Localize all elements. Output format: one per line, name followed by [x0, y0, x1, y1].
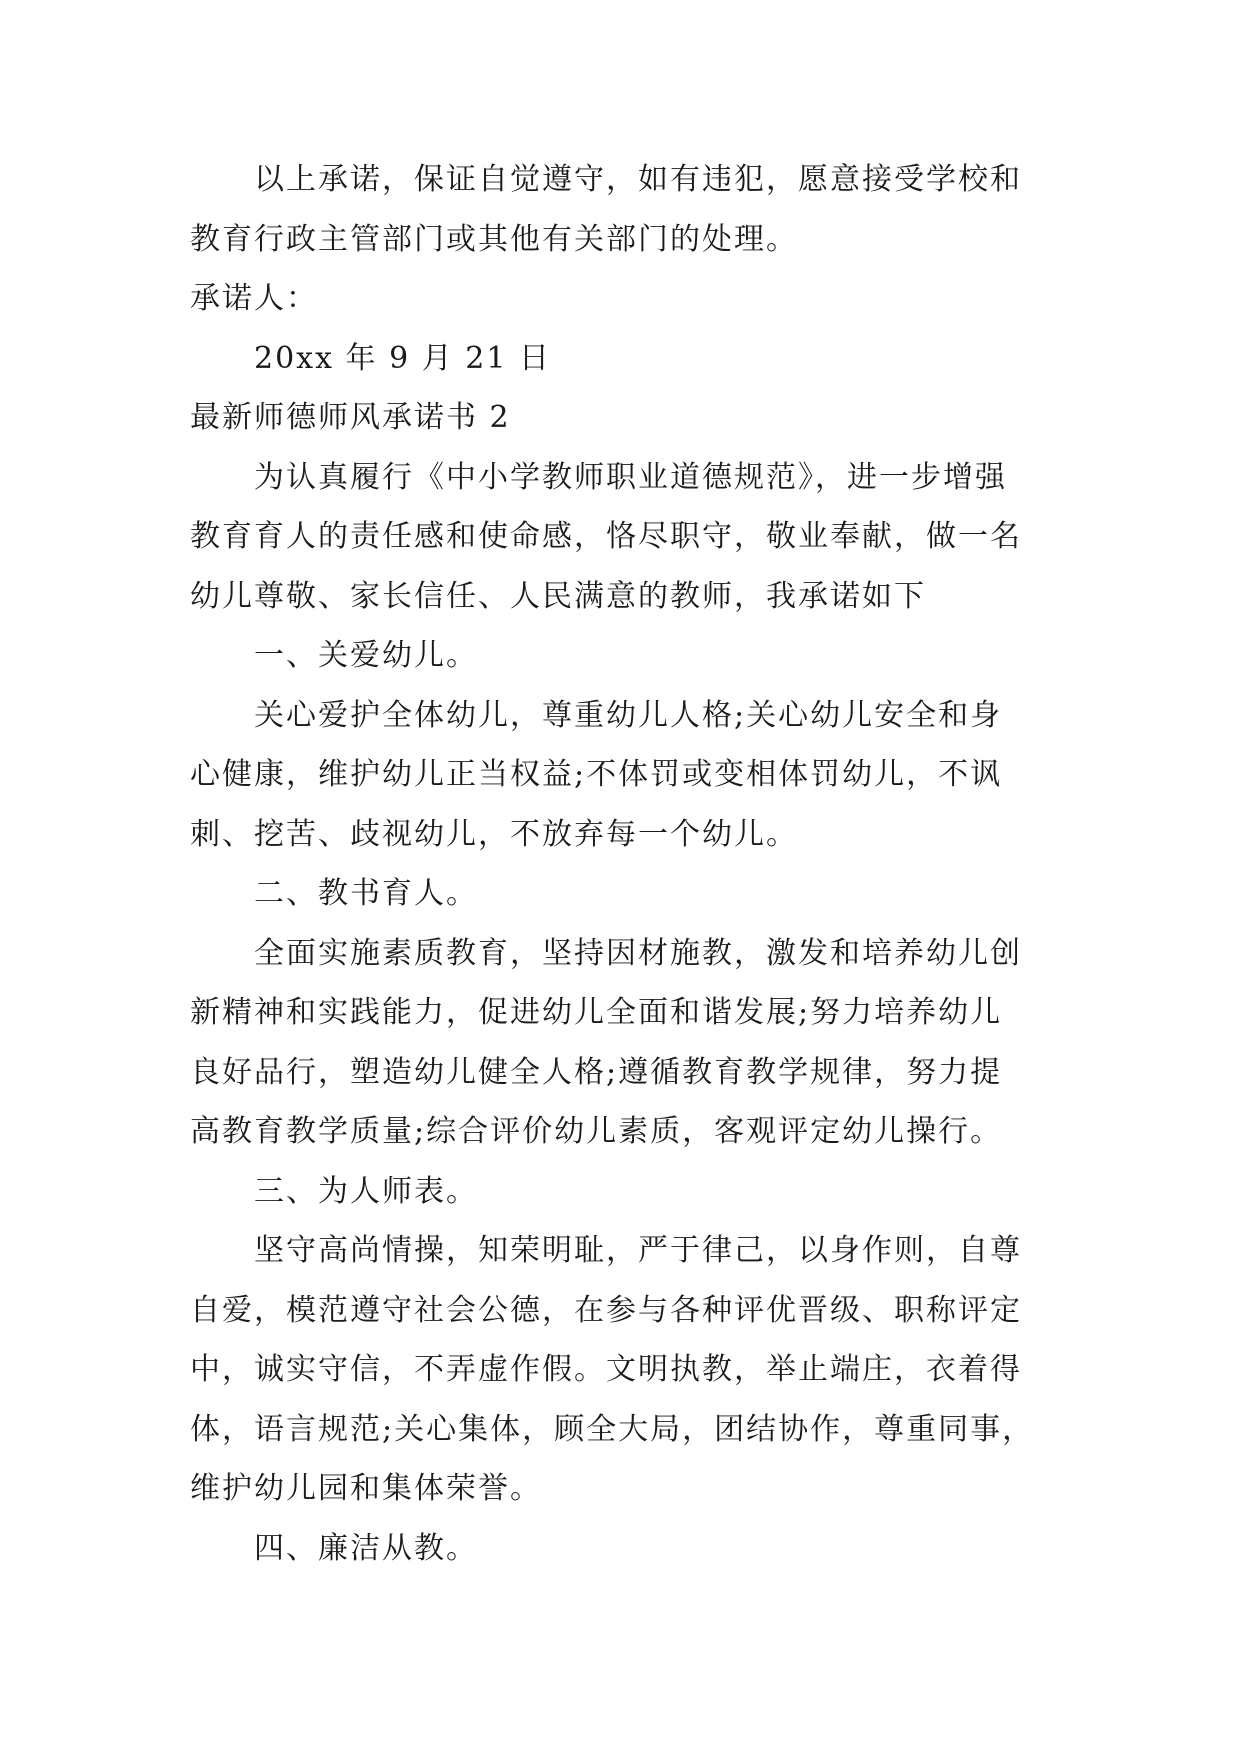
- paragraph-line: 教育行政主管部门或其他有关部门的处理。: [190, 221, 798, 257]
- paragraph-line: 高教育教学质量;综合评价幼儿素质，客观评定幼儿操行。: [190, 1114, 1003, 1149]
- paragraph-line: 幼儿尊敬、家长信任、人民满意的教师，我承诺如下: [190, 578, 926, 614]
- heading-care-for-children: 一、关爱幼儿。: [254, 638, 478, 673]
- paragraph-line: 维护幼儿园和集体荣誉。: [190, 1471, 542, 1506]
- document-body: [190, 150, 1055, 1578]
- paragraph-line: 中，诚实守信，不弄虚作假。文明执教，举止端庄，衣着得: [190, 1352, 1022, 1387]
- date-line: 20xx 年 9 月 21 日: [254, 340, 551, 376]
- signer-label: 承诺人：: [190, 281, 318, 316]
- paragraph-line: 为认真履行《中小学教师职业道德规范》，进一步增强: [254, 459, 1007, 495]
- paragraph-line: 体，语言规范;关心集体，顾全大局，团结协作，尊重同事，: [190, 1411, 1035, 1447]
- paragraph-line: 良好品行，塑造幼儿健全人格;遵循教育教学规律，努力提: [190, 1054, 1003, 1090]
- heading-teaching-educating: 二、教书育人。: [254, 876, 478, 911]
- paragraph-line: 全面实施素质教育，坚持因材施教，激发和培养幼儿创: [254, 935, 1022, 971]
- paragraph-line: 刺、挖苦、歧视幼儿，不放弃每一个幼儿。: [190, 816, 798, 852]
- section-title: 最新师德师风承诺书 2: [190, 400, 511, 435]
- paragraph-line: 心健康，维护幼儿正当权益;不体罚或变相体罚幼儿，不讽: [190, 757, 1003, 792]
- heading-role-model: 三、为人师表。: [254, 1173, 478, 1209]
- paragraph-line: 以上承诺，保证自觉遵守，如有违犯，愿意接受学校和: [254, 162, 1022, 197]
- heading-integrity: 四、廉洁从教。: [254, 1530, 478, 1566]
- paragraph-line: 教育育人的责任感和使命感，恪尽职守，敬业奉献，做一名: [190, 519, 1022, 554]
- paragraph-line: 关心爱护全体幼儿，尊重幼儿人格;关心幼儿安全和身: [254, 697, 1003, 733]
- paragraph-line: 自爱，模范遵守社会公德，在参与各种评优晋级、职称评定: [190, 1292, 1022, 1328]
- paragraph-line: 坚守高尚情操，知荣明耻，严于律己，以身作则，自尊: [254, 1233, 1022, 1268]
- paragraph-line: 新精神和实践能力，促进幼儿全面和谐发展;努力培养幼儿: [190, 995, 1003, 1030]
